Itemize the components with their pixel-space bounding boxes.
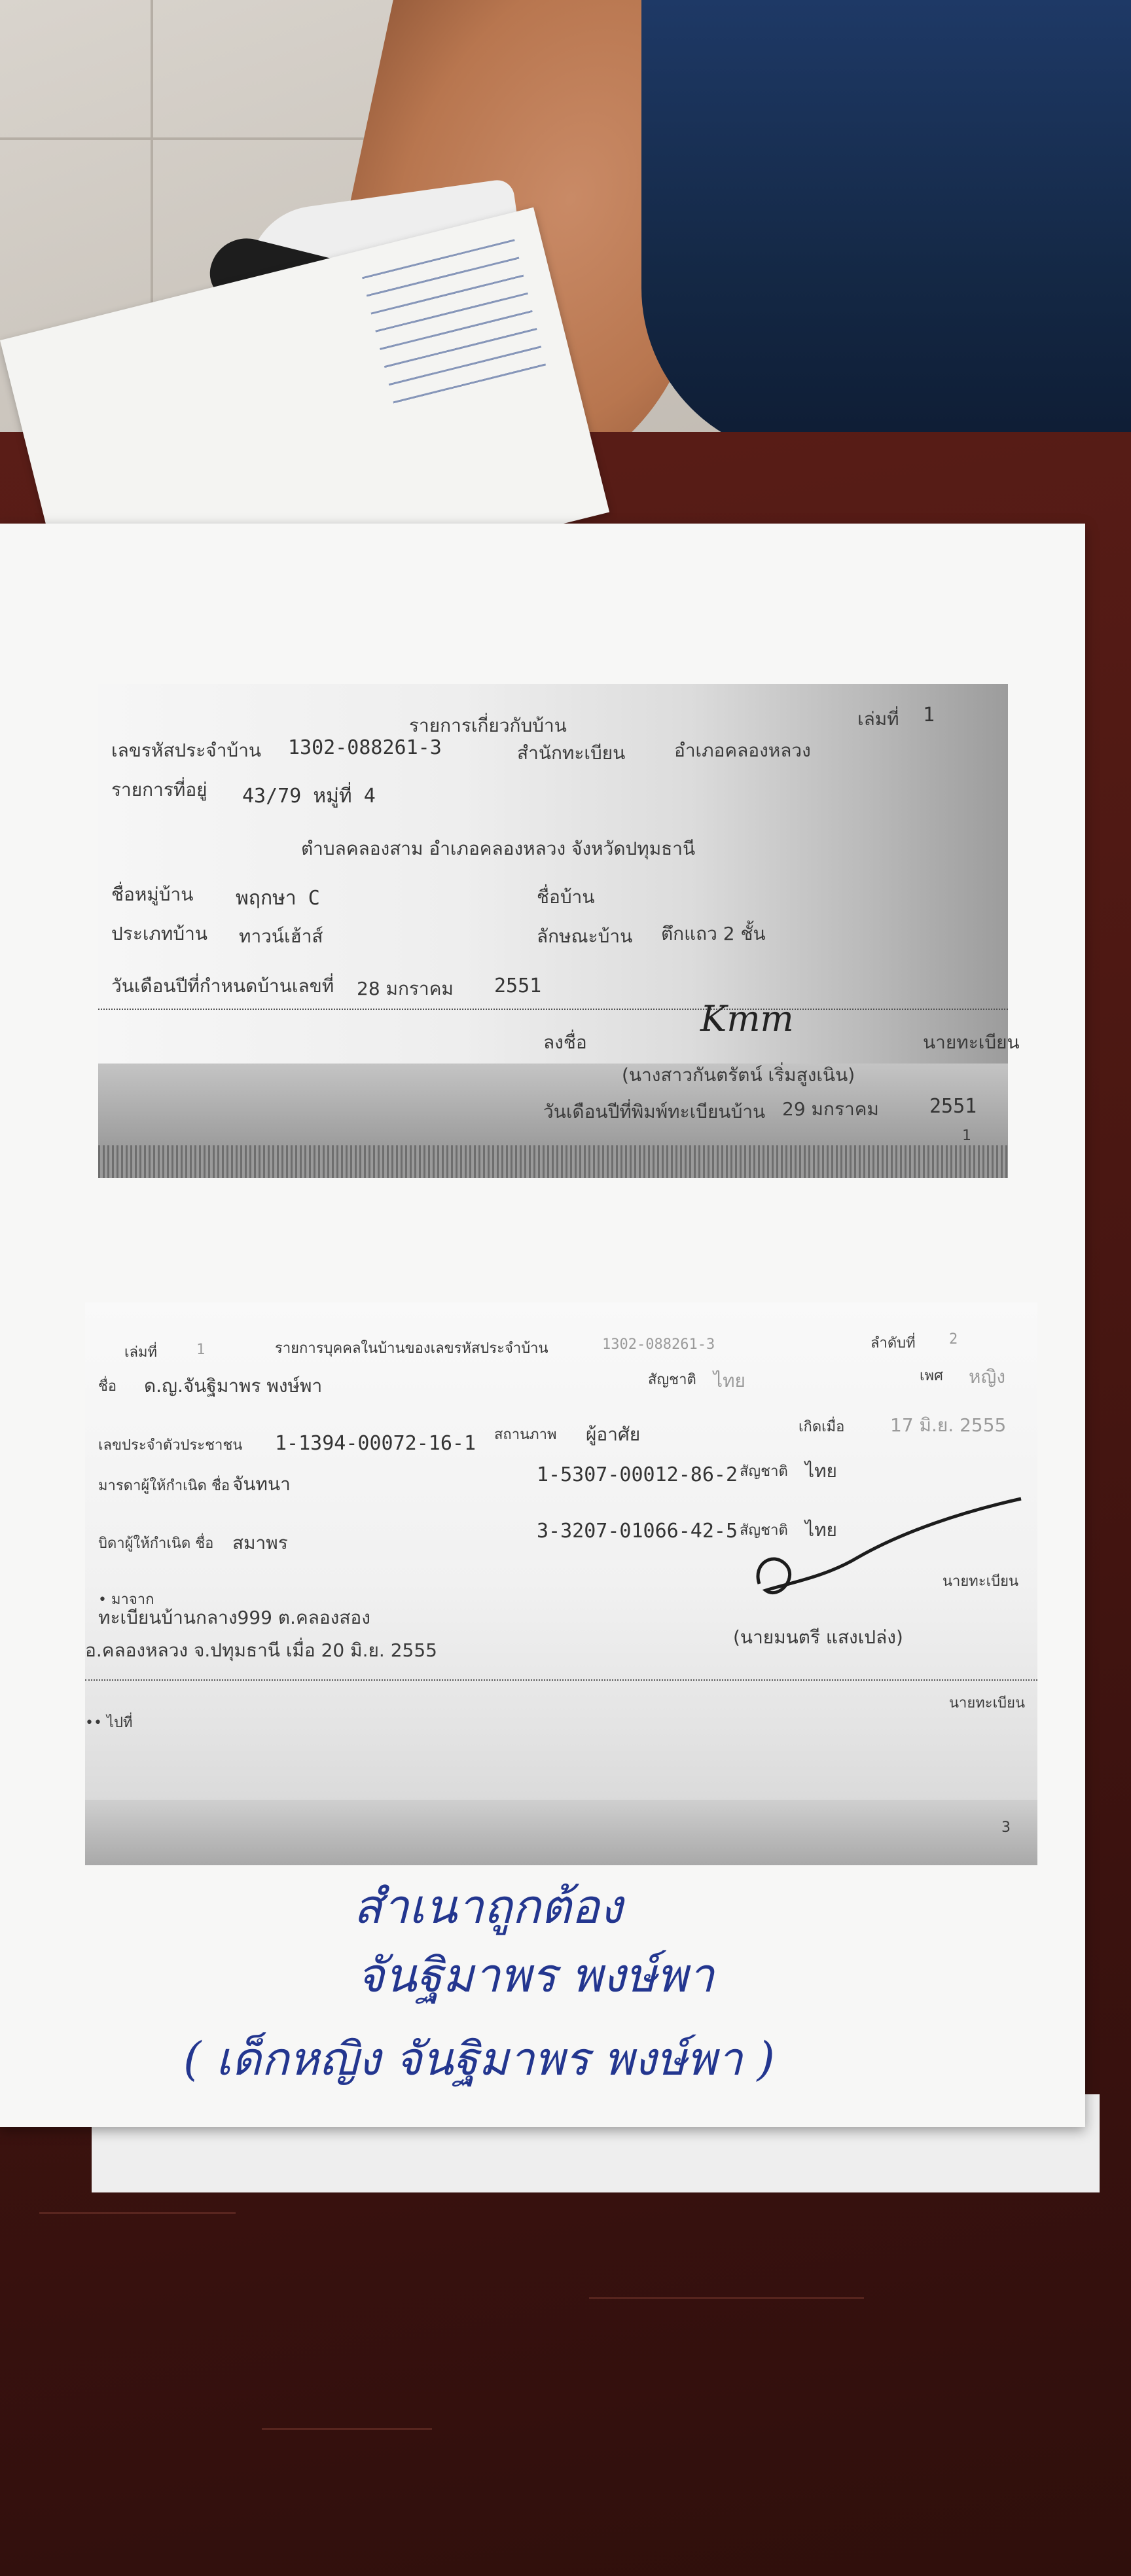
id-label: เลขประจำตัวประชาชน [98, 1437, 243, 1454]
dotted-divider [98, 1009, 1008, 1010]
printed-date: 29 มกราคม [782, 1098, 879, 1120]
nationality: ไทย [713, 1370, 745, 1391]
mother-name: จันทนา [232, 1473, 291, 1495]
moved-from-line1: ทะเบียนบ้านกลาง999 ต.คลองสอง [98, 1607, 370, 1628]
underlying-text-lines [362, 239, 546, 404]
birth-label: เกิดเมื่อ [799, 1419, 845, 1435]
father-nat: ไทย [805, 1519, 837, 1541]
school-uniform [641, 0, 1131, 458]
certifier-signature-name: จันฐิมาพร พงษ์พา [357, 1948, 715, 2003]
mother-nat: ไทย [805, 1460, 837, 1482]
page-number: 1 [962, 1128, 971, 1144]
status: ผู้อาศัย [586, 1423, 641, 1445]
moved-to-label: •• ไปที่ [85, 1715, 133, 1731]
copy-shadow-band [85, 1800, 1037, 1865]
moved-from-label: • มาจาก [98, 1592, 154, 1608]
id-number: 1-1394-00072-16-1 [275, 1432, 476, 1455]
house-code: 1302-088261-3 [288, 736, 442, 759]
address-label: รายการที่อยู่ [111, 779, 207, 800]
assigned-date-label: วันเดือนปีที่กำหนดบ้านเลขที่ [111, 975, 334, 997]
book-label: เล่มที่ [857, 708, 899, 730]
printed-date-label: วันเดือนปีที่พิมพ์ทะเบียนบ้าน [543, 1101, 766, 1122]
book-number: 1 [923, 704, 935, 726]
assigned-year: 2551 [494, 975, 542, 997]
mother-id: 1-5307-00012-86-2 [537, 1463, 738, 1486]
person-house-code: 1302-088261-3 [602, 1336, 715, 1353]
father-name: สมาพร [232, 1532, 288, 1554]
mother-label: มารดาผู้ให้กำเนิด ชื่อ [98, 1478, 230, 1494]
order-number: 2 [949, 1331, 958, 1348]
sign-label: ลงชื่อ [543, 1031, 587, 1053]
village-label: ชื่อหมู่บ้าน [111, 884, 194, 905]
address-line1: 43/79 หมู่ที่ 4 [242, 785, 376, 808]
house-record-title: รายการเกี่ยวกับบ้าน [409, 715, 567, 736]
book-label: เล่มที่ [124, 1344, 158, 1361]
house-style: ตึกแถว 2 ชั้น [661, 923, 766, 944]
house-type: ทาวน์เฮ้าส์ [239, 925, 323, 947]
house-record-panel [98, 684, 1020, 1178]
house-code-label: เลขรหัสประจำบ้าน [111, 740, 262, 761]
registrar-label: นายทะเบียน [923, 1031, 1020, 1053]
person-record-title: รายการบุคคลในบ้านของเลขรหัสประจำบ้าน [275, 1340, 548, 1357]
house-style-label: ลักษณะบ้าน [537, 925, 633, 947]
registrar-name: (นางสาวกันตรัตน์ เริ่มสูงเนิน) [622, 1064, 855, 1086]
moved-from-line2: อ.คลองหลวง จ.ปทุมธานี เมื่อ 20 มิ.ย. 2555 [85, 1639, 437, 1661]
page-number: 3 [1001, 1819, 1011, 1836]
name-label: ชื่อ [98, 1378, 117, 1395]
father-nat-label: สัญชาติ [740, 1522, 788, 1539]
desk-scratch [589, 2297, 864, 2299]
registrar-label: นายทะเบียน [942, 1573, 1019, 1590]
mother-nat-label: สัญชาติ [740, 1463, 788, 1480]
certified-copy-text: สำเนาถูกต้อง [353, 1879, 622, 1934]
person-registrar-name: (นายมนตรี แสงเปล่ง) [733, 1626, 903, 1648]
house-type-label: ประเภทบ้าน [111, 923, 207, 944]
father-label: บิดาผู้ให้กำเนิด ชื่อ [98, 1535, 214, 1552]
certifier-full-name: ( เด็กหญิง จันฐิมาพร พงษ์พา ) [183, 2032, 775, 2086]
order-label: ลำดับที่ [871, 1335, 916, 1351]
registrar-label-2: นายทะเบียน [949, 1695, 1026, 1711]
sex-label: เพศ [920, 1368, 943, 1384]
registry-office-label: สำนักทะเบียน [517, 742, 626, 764]
printed-year: 2551 [929, 1095, 977, 1118]
desk-scratch [39, 2212, 236, 2214]
registrar-signature [746, 1486, 1041, 1617]
father-id: 3-3207-01066-42-5 [537, 1520, 738, 1543]
registry-office: อำเภอคลองหลวง [674, 740, 811, 761]
person-record-panel [85, 1302, 1037, 1865]
address-line2: ตำบลคลองสาม อำเภอคลองหลวง จังหวัดปทุมธานี [301, 838, 696, 859]
copy-noise-strip [98, 1145, 1008, 1178]
desk-scratch [262, 2428, 432, 2430]
nationality-label: สัญชาติ [648, 1372, 696, 1388]
village-name: พฤกษา C [236, 887, 320, 910]
book-number: 1 [196, 1342, 206, 1358]
dotted-divider [85, 1679, 1037, 1681]
status-label: สถานภาพ [494, 1427, 557, 1443]
person-name: ด.ญ.จันฐิมาพร พงษ์พา [144, 1375, 323, 1397]
registrar-signature: Kmm [700, 998, 794, 1039]
birth-date: 17 มิ.ย. 2555 [890, 1414, 1007, 1436]
assigned-date: 28 มกราคม [357, 978, 454, 999]
sex: หญิง [969, 1366, 1005, 1387]
house-name-label: ชื่อบ้าน [537, 886, 595, 908]
